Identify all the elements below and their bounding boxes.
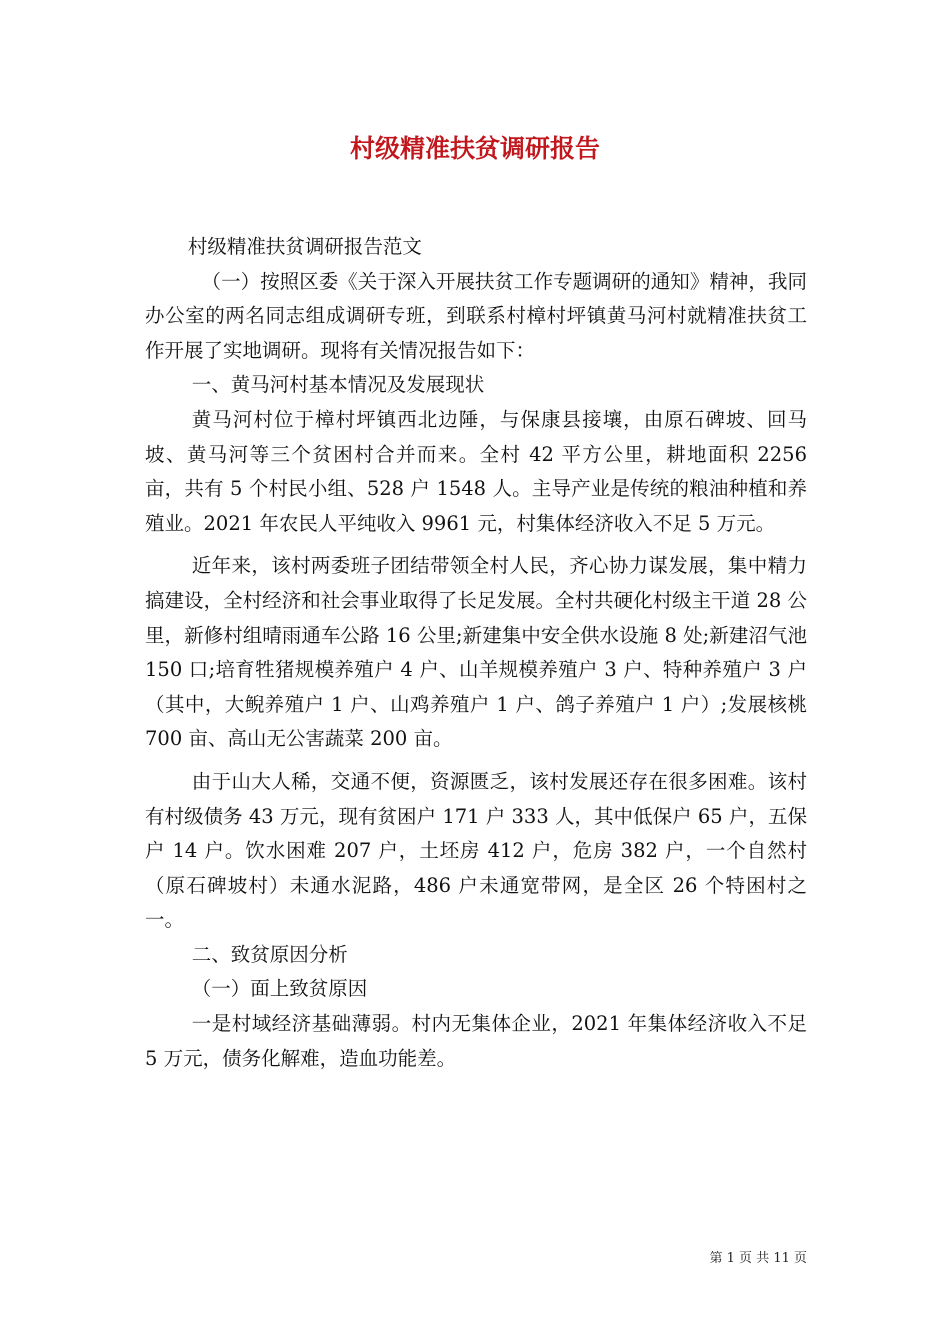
body-paragraph: 一是村域经济基础薄弱。村内无集体企业，2021 年集体经济收入不足 5 万元，债务化解难，造血功能差。 — [145, 1012, 807, 1070]
document-body — [145, 230, 807, 1076]
section-heading-1: 一、黄马河村基本情况及发展现状 — [191, 373, 485, 397]
section-heading-2: 二、致贫原因分析 — [191, 942, 348, 966]
body-paragraph: 近年来，该村两委班子团结带领全村人民，齐心协力谋发展，集中精力搞建设，全村经济和社会事业取得了长足发展。全村共硬化村级主干道 28 公里，新修村组晴雨通车公路 16 公里;新建集中安全供水设施 8 处;新建沼气池 150 口;培育牲猪规模养殖户 4 户、山羊规模养殖户 3 户、特种养殖户 3 户（其中，大鲵养殖户 1 户、山鸡养殖户 1 户、鸽子养殖户 1 户）;发展核桃 700 亩、高山无公害蔬菜 200 亩。 — [145, 554, 807, 751]
page-number: 第 1 页 共 11 页 — [709, 1251, 807, 1266]
page-title: 村级精准扶贫调研报告 — [349, 134, 600, 163]
subsection-heading: （一）面上致贫原因 — [191, 977, 368, 1001]
body-paragraph: 黄马河村位于樟村坪镇西北边陲，与保康县接壤，由原石碑坡、回马坡、黄马河等三个贫困村合并而来。全村 42 平方公里，耕地面积 2256 亩，共有 5 个村民小组、528 户 1548 人。主导产业是传统的粮油种植和养殖业。2021 年农民人平纯收入 9961 元，村集体经济收入不足 5 万元。 — [145, 407, 807, 535]
subtitle-paragraph: 村级精准扶贫调研报告范文 — [187, 235, 422, 258]
body-paragraph: 由于山大人稀，交通不便，资源匮乏，该村发展还存在很多困难。该村有村级债务 43 万元，现有贫困户 171 户 333 人，其中低保户 65 户，五保户 14 户。饮水困难 207 户，土坯房 412 户，危房 382 户，一个自然村（原石碑坡村）未通水泥路，486 户未通宽带网，是全区 26 个特困村之一。 — [145, 769, 807, 932]
intro-paragraph: （一）按照区委《关于深入开展扶贫工作专题调研的通知》精神，我同办公室的两名同志组成调研专班，到联系村樟村坪镇黄马河村就精准扶贫工作开展了实地调研。现将有关情况报告如下： — [145, 269, 807, 362]
